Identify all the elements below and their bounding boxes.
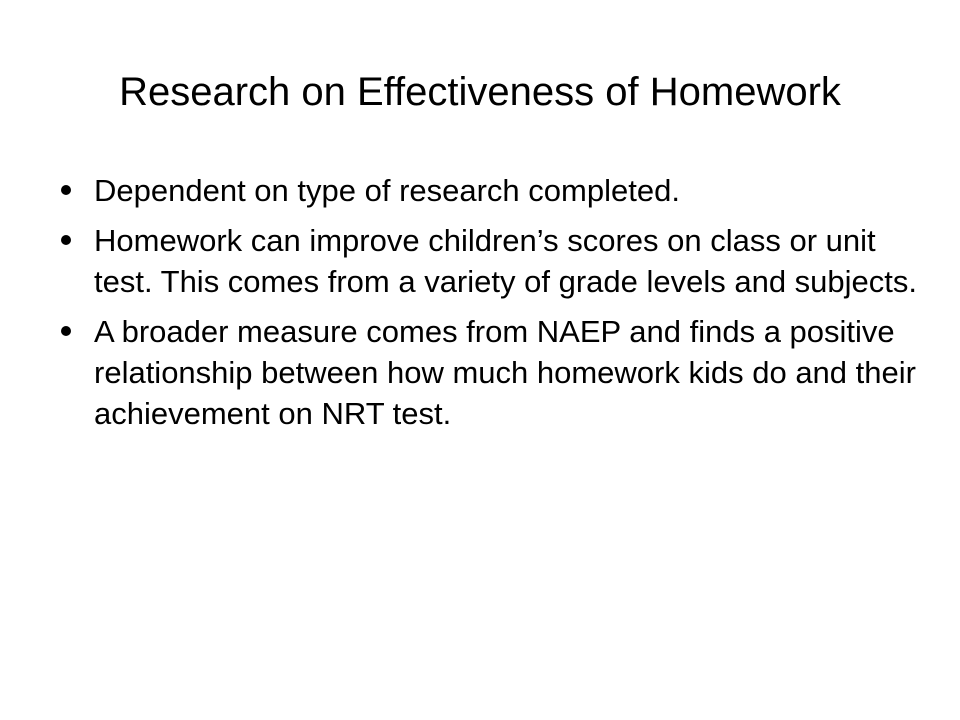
bullet-item (58, 311, 918, 434)
bullet-dot-icon (61, 235, 71, 245)
bullet-dot-icon (61, 185, 71, 195)
bullet-text: A broader measure comes from NAEP and finds a positive relationship between how much homework kids do and their achievement on NRT test. (94, 314, 916, 431)
bullet-text: Homework can improve children’s scores on class or unit test. This comes from a variety of grade levels and subjects. (94, 223, 918, 299)
bullet-item (58, 220, 918, 302)
bullet-list (58, 170, 918, 443)
bullet-dot-icon (61, 326, 71, 336)
slide-title: Research on Effectiveness of Homework (119, 70, 841, 114)
bullet-item (58, 170, 918, 211)
bullet-text: Dependent on type of research completed. (94, 173, 680, 208)
